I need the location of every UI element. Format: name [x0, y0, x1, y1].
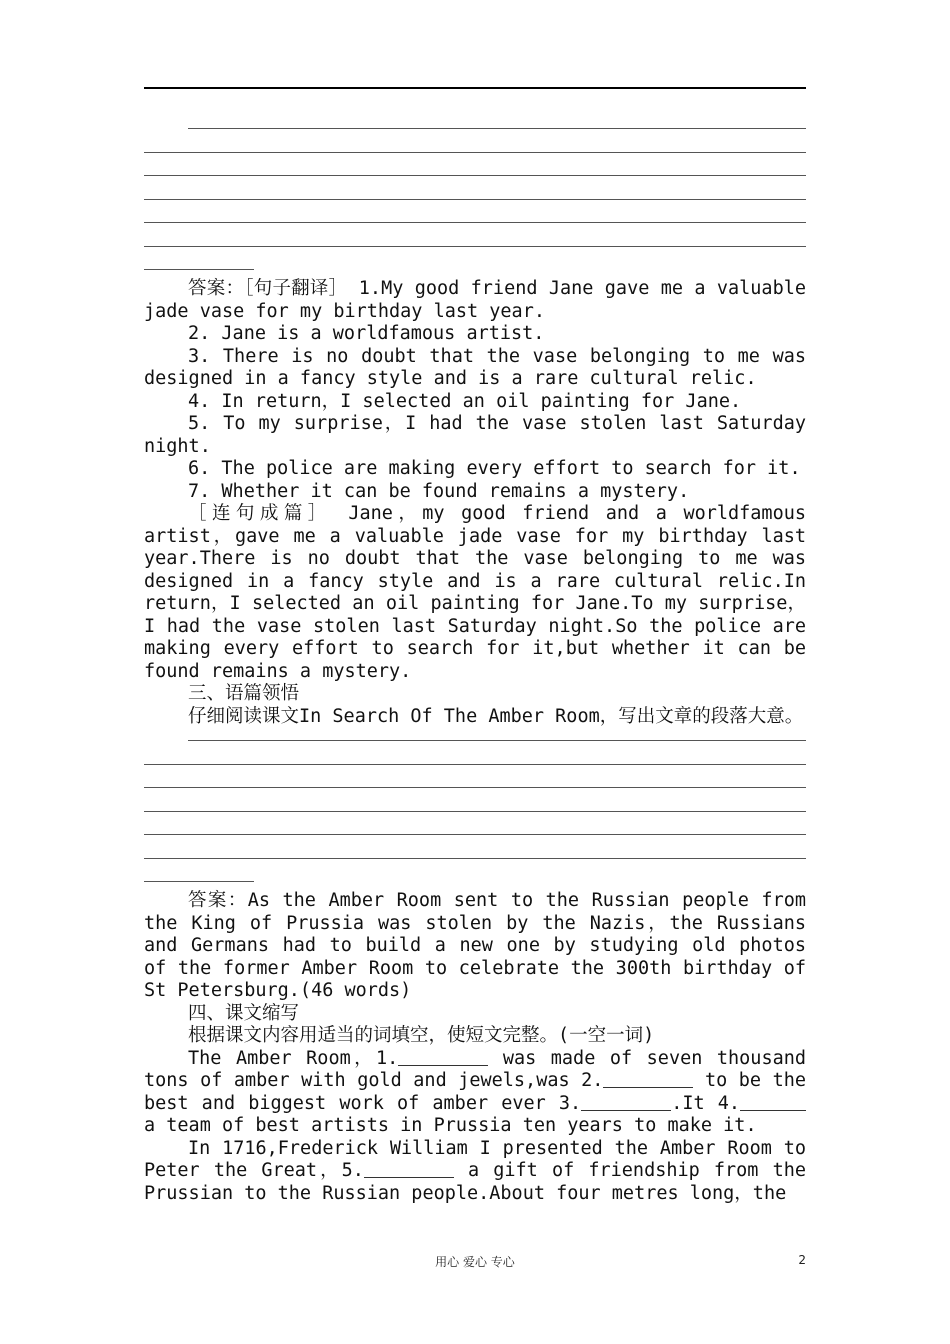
cloze-text: a gift of friendship from the Prussian to the Russian people.About four metres long，the [144, 1160, 806, 1204]
passage [144, 503, 806, 683]
writing-line [144, 811, 806, 812]
section-instruction: 仔细阅读课文In Search Of The Amber Room，写出文章的段落大意。 [188, 705, 804, 727]
sentence: 2. Jane is a worldfamous artist. [188, 323, 545, 344]
section-instruction: 根据课文内容用适当的词填空，使短文完整。(一空一词) [188, 1025, 655, 1046]
writing-line [144, 764, 806, 765]
page-number: 2 [798, 1253, 806, 1267]
answer-label: 答案： [188, 890, 248, 911]
footer-motto: 用心 爱心 专心 [435, 1255, 515, 1269]
writing-line [144, 269, 254, 270]
blank-5[interactable] [364, 1161, 454, 1178]
writing-line [144, 834, 806, 835]
cloze-text: a team of best artists in Prussia ten years to make it. [144, 1115, 757, 1136]
sentence: 5. To my surprise，I had the vase stolen last Saturday night. [144, 413, 806, 457]
cloze-text: to be the best and biggest work of amber ever 3. [144, 1070, 807, 1114]
passage-text: Jane，my good friend and a worldfamous artist，gave me a valuable jade vase for my birthday last year.There is no doubt that the vase belonging to me was designed in a fancy style and is a rare cultural relic.In return，I selected an oil painting for Jane.To my surprise，I had the vase stolen last Saturday night.So the police are making every effort to search for it,but whether it can be found remains a mystery. [144, 503, 806, 682]
header-rule [144, 87, 806, 89]
sentence: 3. There is no doubt that the vase belonging to me was designed in a fancy style and is a rare cultural relic. [144, 345, 806, 389]
passage-label: ［连句成篇］ [188, 503, 332, 524]
blank-3[interactable] [581, 1094, 671, 1111]
cloze-text: .It 4. [671, 1092, 741, 1114]
writing-line [144, 787, 806, 788]
writing-line [188, 740, 806, 741]
writing-line [144, 152, 806, 153]
sentence: 7. Whether it can be found remains a mystery. [188, 480, 690, 502]
writing-line [144, 858, 806, 859]
page-content [144, 128, 806, 1205]
sentence: 6. The police are making every effort to search for it. [188, 458, 801, 479]
blank-2[interactable] [603, 1071, 693, 1088]
summary-answer [144, 890, 806, 1003]
sentence: 1.My good friend Jane gave me a valuable jade vase for my birthday last year. [144, 278, 806, 322]
cloze-paragraph-1 [144, 1048, 806, 1138]
writing-line [144, 199, 806, 200]
writing-line [188, 128, 806, 129]
writing-line [144, 246, 806, 247]
cloze-paragraph-2 [144, 1138, 806, 1206]
writing-line [144, 881, 254, 882]
writing-line [144, 175, 806, 176]
cloze-text: The Amber Room，1. [188, 1047, 399, 1069]
blank-1[interactable] [398, 1049, 488, 1066]
answer-translation-1 [144, 278, 806, 323]
section-heading: 四、课文缩写 [188, 1002, 300, 1024]
cloze-text: In 1716,Frederick William I presented the Amber Room to Peter the Great，5. [144, 1137, 806, 1181]
sentence: 4. In return，I selected an oil painting for Jane. [188, 390, 742, 412]
page-footer [0, 1253, 950, 1271]
writing-line [144, 222, 806, 223]
blank-4[interactable] [740, 1094, 806, 1111]
answer-label: 答案：［句子翻译］ [188, 278, 348, 299]
answer-lines-1 [144, 128, 806, 270]
answer-text: As the Amber Room sent to the Russian people from the King of Prussia was stolen by the Nazis，the Russians and Germans had to build a new one by studying old photos of the former Amber Room to celebrate the 300th birthday of St Petersburg.(46 words) [144, 890, 806, 1001]
section-heading: 三、语篇领悟 [188, 683, 300, 704]
answer-lines-2 [144, 740, 806, 882]
cloze-text: was made of seven thousand tons of amber with gold and jewels,was 2. [144, 1047, 806, 1091]
